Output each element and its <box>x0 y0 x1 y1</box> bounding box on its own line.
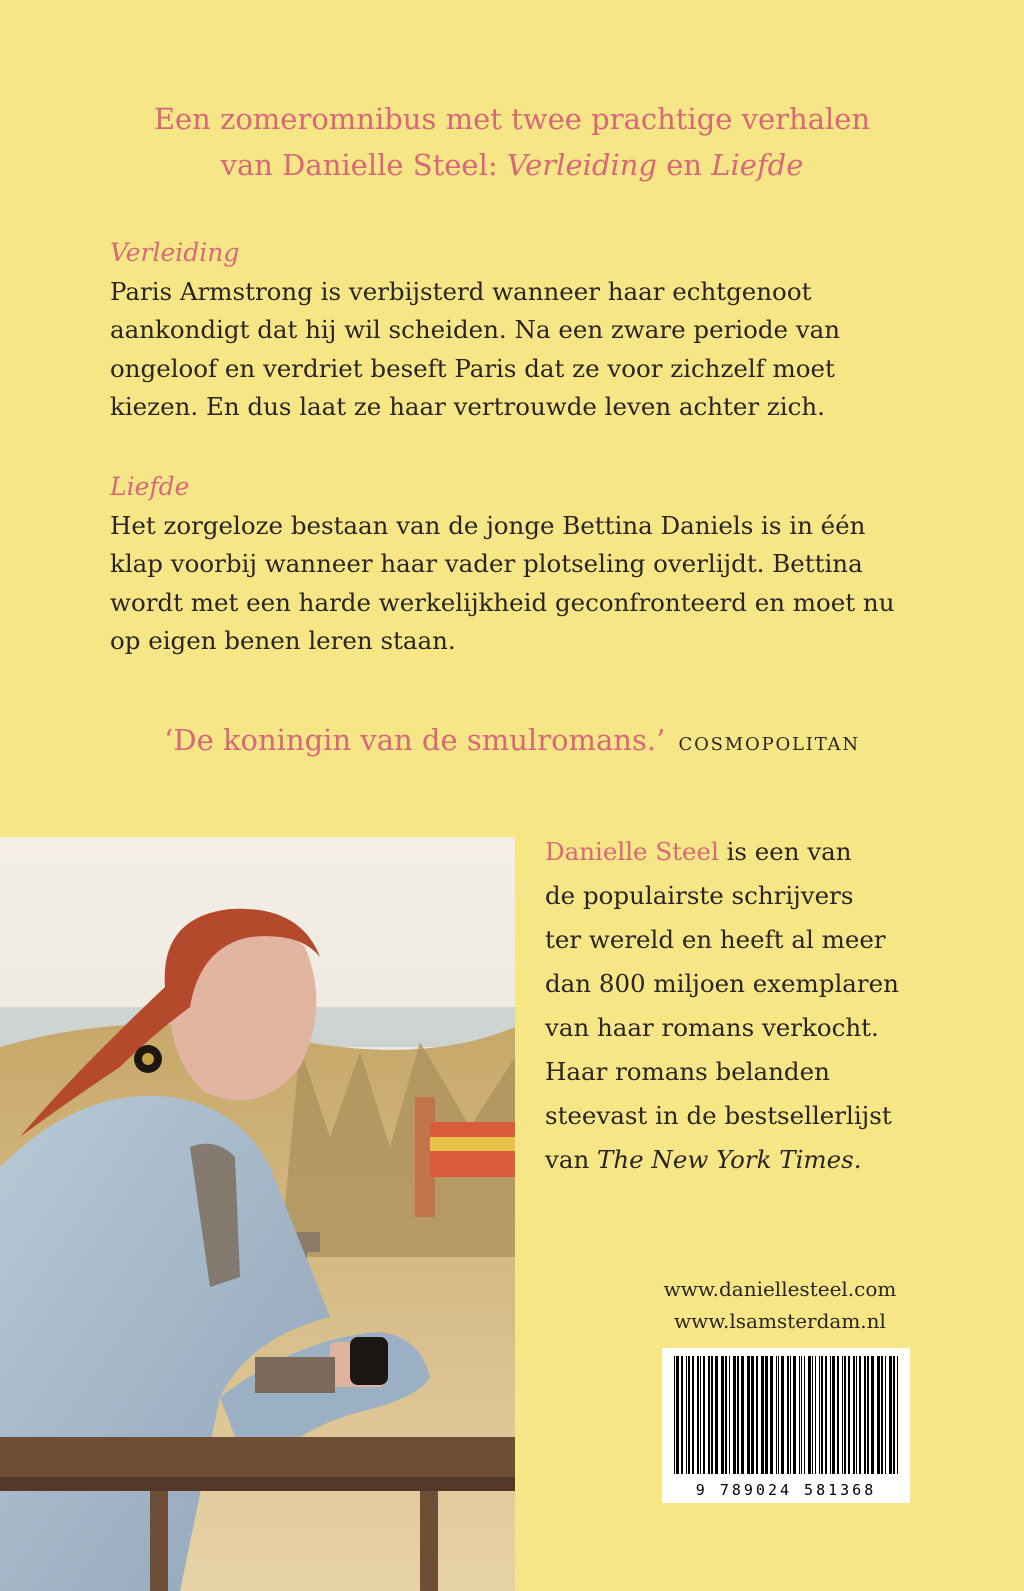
barcode-bar <box>889 1356 892 1474</box>
barcode-bar <box>681 1356 683 1474</box>
author-photo-illustration <box>0 837 515 1591</box>
section-liefde <box>110 468 920 661</box>
barcode-bar <box>790 1356 791 1474</box>
barcode-bar <box>765 1356 768 1474</box>
barcode-bar <box>729 1356 730 1474</box>
section-body: Het zorgeloze bestaan van de jonge Bettina Daniels is in één klap voorbij wanneer haar vader plotseling overlijdt. Bettina wordt met een harde werkelijkheid geconfronteerd en moet nu op eigen benen leren staan. <box>110 510 895 656</box>
barcode-bar <box>747 1356 750 1474</box>
barcode-bar <box>697 1356 699 1474</box>
bio-line-5: van haar romans verkocht. <box>545 1013 879 1042</box>
barcode-bar <box>804 1356 805 1474</box>
barcode-bar <box>819 1356 820 1474</box>
intro-title-liefde: Liefde <box>711 148 804 182</box>
section-heading: Liefde <box>110 472 190 501</box>
barcode-bar <box>821 1356 823 1474</box>
quote-source: COSMOPOLITAN <box>678 734 860 755</box>
barcode-bar <box>867 1356 869 1474</box>
barcode-bar <box>686 1356 687 1474</box>
barcode-bar <box>787 1356 789 1474</box>
url-lsamsterdam[interactable]: www.lsamsterdam.nl <box>674 1309 886 1333</box>
barcode-bar <box>778 1356 779 1474</box>
barcode-bar <box>674 1356 675 1474</box>
barcode-bar <box>864 1356 866 1474</box>
barcode-bar <box>715 1356 718 1474</box>
barcode-bar <box>859 1356 861 1474</box>
section-verleiding <box>110 234 920 427</box>
barcode-bar <box>832 1356 835 1474</box>
bio-line-1-rest: is een van <box>718 837 852 866</box>
barcode-bar <box>812 1356 813 1474</box>
barcode-bar <box>881 1356 883 1474</box>
barcode-bar <box>741 1356 744 1474</box>
bio-line-1 <box>545 830 1015 874</box>
barcode-bar <box>885 1356 886 1474</box>
barcode-bar <box>776 1356 777 1474</box>
barcode-bar <box>756 1356 758 1474</box>
barcode-bar <box>853 1356 855 1474</box>
bio-newspaper-title: The New York Times. <box>597 1145 862 1174</box>
barcode-bar <box>808 1356 811 1474</box>
bio-line-6: Haar romans belanden <box>545 1057 830 1086</box>
bio-line-3: ter wereld en heeft al meer <box>545 925 886 954</box>
intro-line-2-mid: en <box>656 148 712 182</box>
barcode-bar <box>793 1356 796 1474</box>
bio-line-7: steevast in de bestsellerlijst <box>545 1101 892 1130</box>
barcode-bar <box>871 1356 874 1474</box>
barcode-bar <box>801 1356 802 1474</box>
bio-line-8 <box>545 1138 1015 1182</box>
barcode-bar <box>703 1356 705 1474</box>
barcode-bar <box>842 1356 843 1474</box>
barcode-digits: 9 789024 581368 <box>695 1481 877 1499</box>
barcode-bar <box>897 1356 898 1474</box>
barcode-bar <box>856 1356 857 1474</box>
barcode-bar <box>700 1356 701 1474</box>
intro-title-verleiding: Verleiding <box>506 148 657 182</box>
barcode-bar <box>799 1356 800 1474</box>
url-daniellesteel[interactable]: www.daniellesteel.com <box>663 1277 897 1301</box>
author-photo <box>0 837 515 1591</box>
bio-line-2: de populairste schrijvers <box>545 881 854 910</box>
barcode-bar <box>848 1356 850 1474</box>
bio-line-8-prefix: van <box>545 1145 598 1174</box>
barcode-bar <box>692 1356 694 1474</box>
barcode-bar <box>688 1356 690 1474</box>
bio-line-4: dan 800 miljoen exemplaren <box>545 969 899 998</box>
barcode-bar <box>770 1356 773 1474</box>
cover-intro <box>0 96 1024 188</box>
section-body: Paris Armstrong is verbijsterd wanneer haar echtgenoot aankondigt dat hij wil scheiden. Na een zware periode van ongeloof en verdriet beseft Paris dat ze voor zichzelf moet kiezen. En dus laat ze haar vertrouwde leven achter zich. <box>110 276 841 422</box>
barcode-bar <box>837 1356 839 1474</box>
intro-line-1: Een zomeromnibus met twee prachtige verhalen <box>153 102 871 136</box>
quote-text: ‘De koningin van de smulromans.’ <box>164 723 666 757</box>
barcode-bar <box>761 1356 764 1474</box>
author-name: Danielle Steel <box>545 837 719 866</box>
barcode-bar <box>893 1356 895 1474</box>
intro-line-2-prefix: van Danielle Steel: <box>220 148 507 182</box>
website-links <box>640 1273 920 1337</box>
barcode-bar <box>708 1356 710 1474</box>
section-heading: Verleiding <box>110 238 240 267</box>
barcode-bar <box>877 1356 880 1474</box>
barcode-bar <box>711 1356 713 1474</box>
barcode-bar <box>733 1356 736 1474</box>
barcode-bar <box>815 1356 816 1474</box>
author-bio <box>545 830 1015 1182</box>
barcode-bar <box>844 1356 846 1474</box>
isbn-barcode <box>662 1348 910 1503</box>
barcode-bar <box>751 1356 754 1474</box>
barcode-bar <box>737 1356 739 1474</box>
barcode-bar <box>825 1356 827 1474</box>
intro-line-2 <box>0 142 1024 188</box>
press-quote <box>0 720 1024 765</box>
barcode-bar <box>721 1356 724 1474</box>
barcode-bar <box>830 1356 831 1474</box>
barcode-bar <box>676 1356 679 1474</box>
barcode-bars <box>672 1356 900 1474</box>
barcode-bar <box>725 1356 727 1474</box>
barcode-bar <box>781 1356 784 1474</box>
